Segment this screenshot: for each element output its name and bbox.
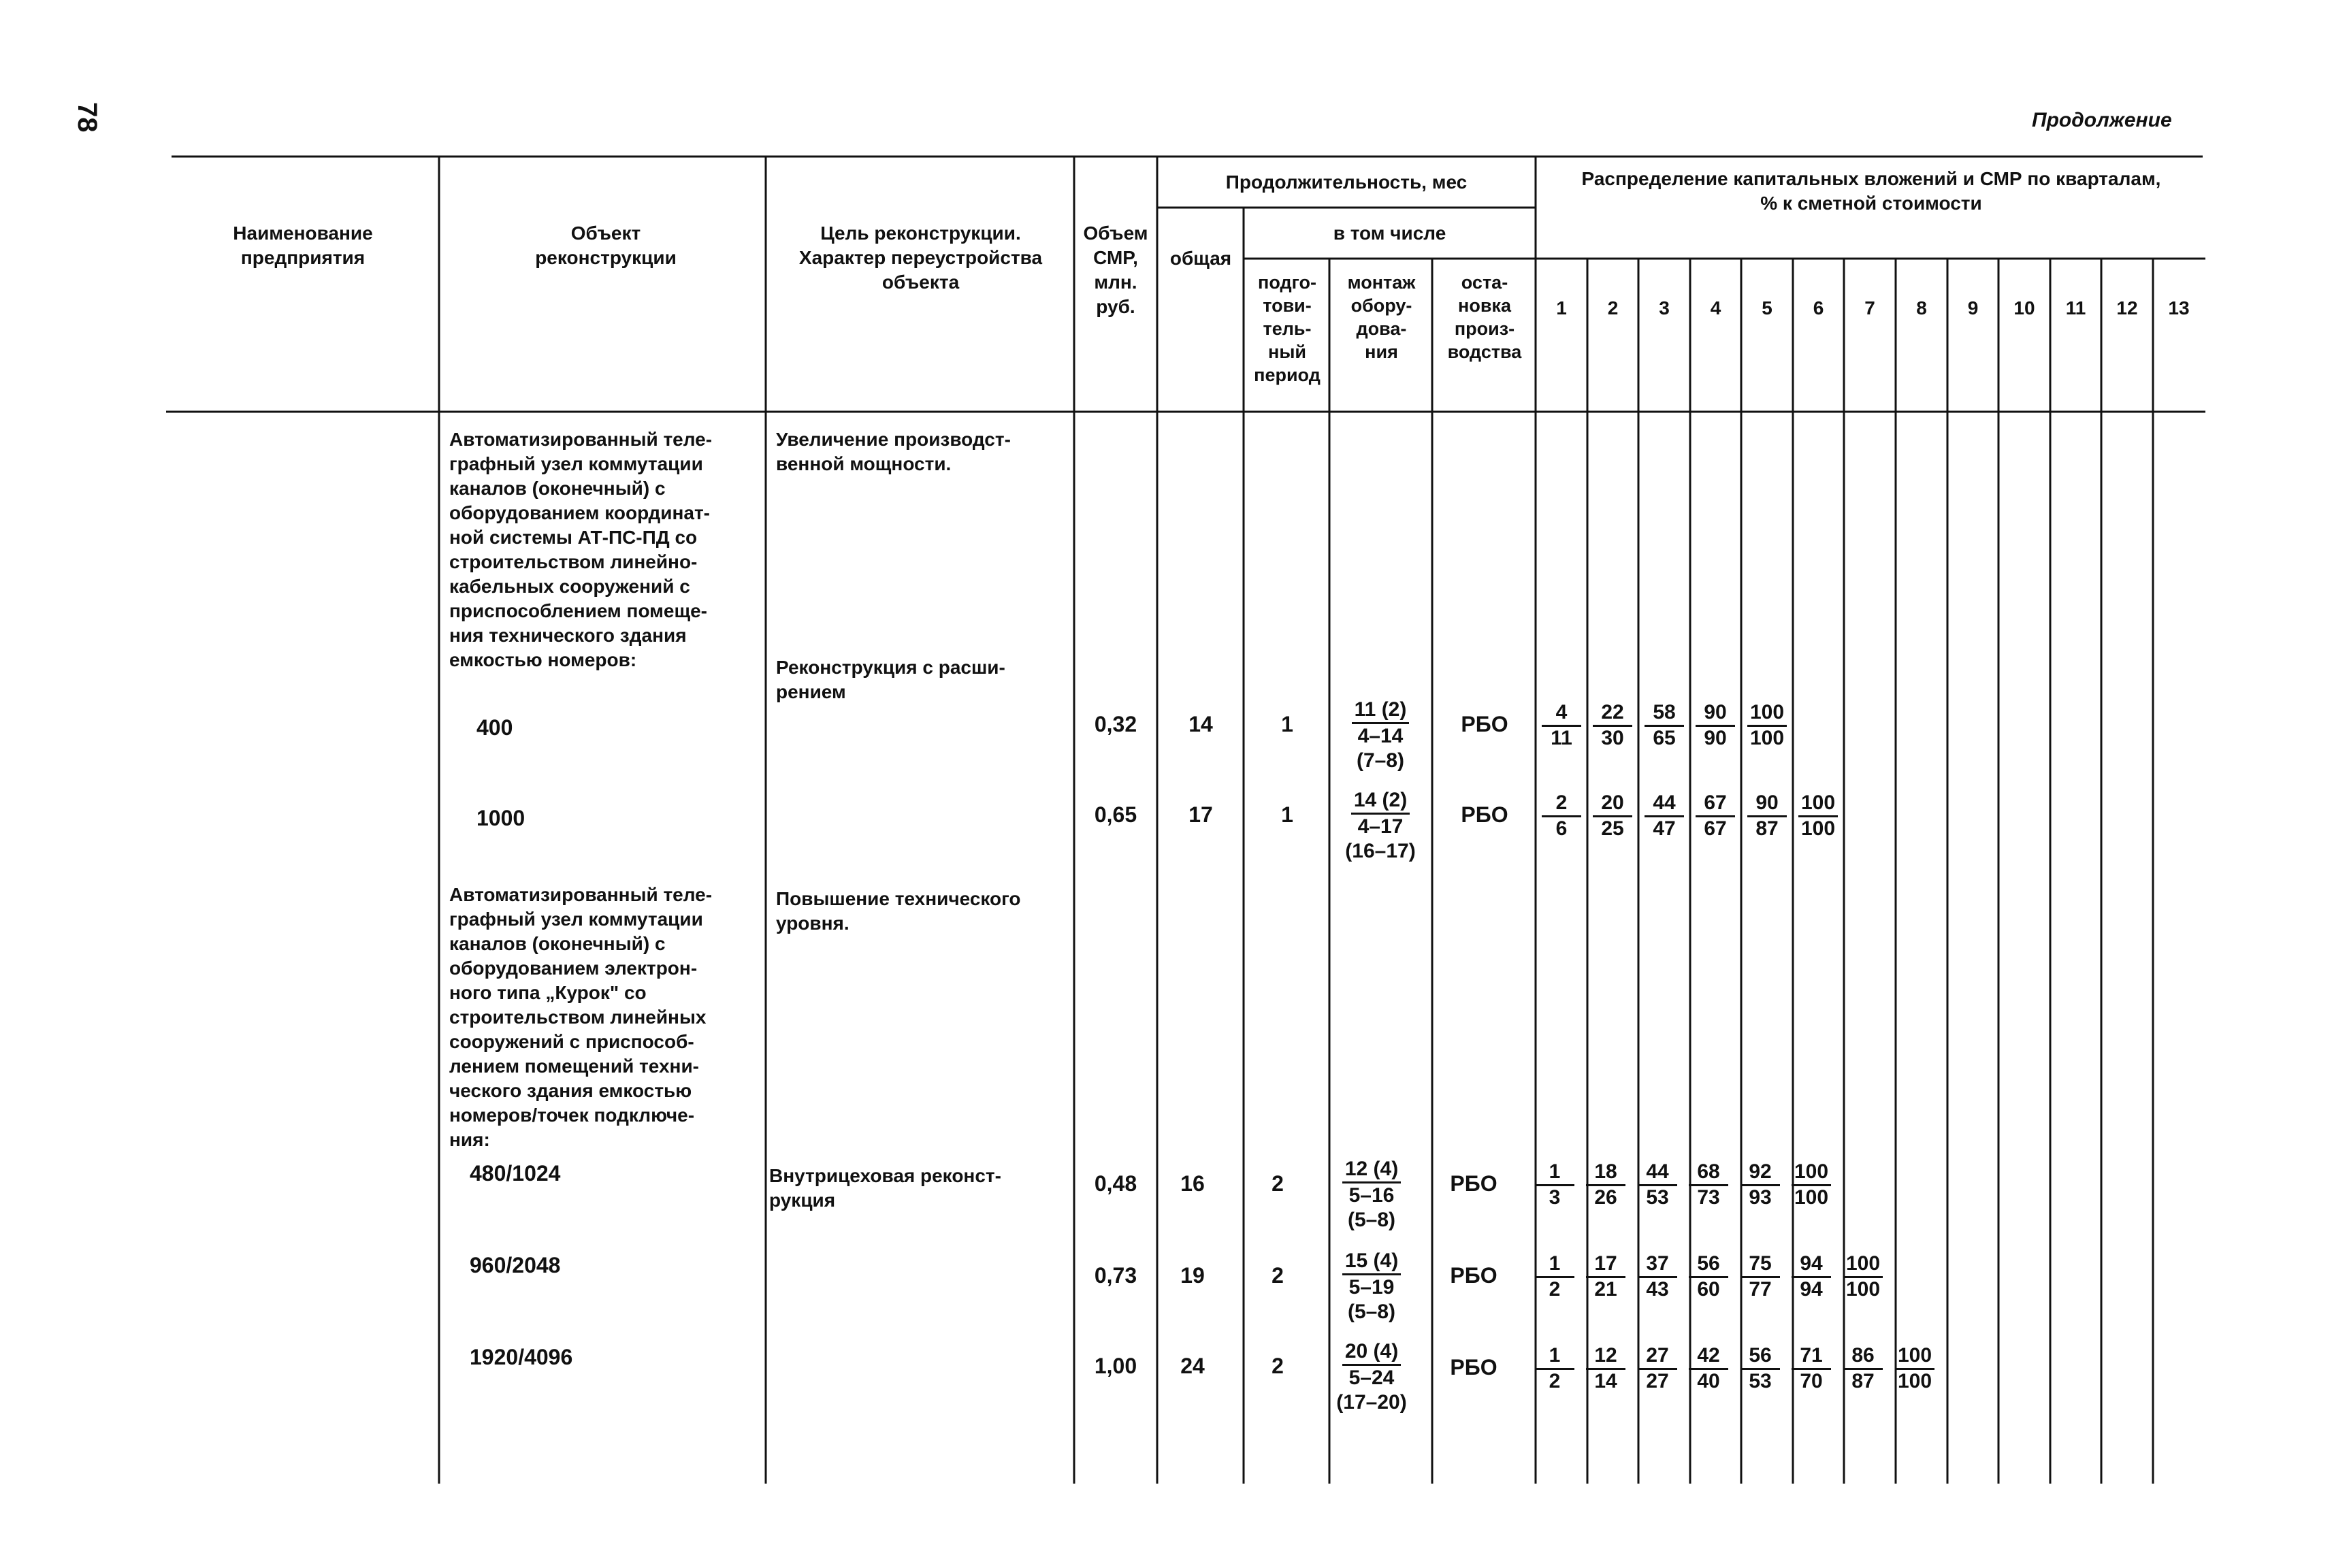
row-1920-q4: 42 40 bbox=[1689, 1344, 1728, 1393]
row-1000-install: 14 (2) 4–17 (16–17) bbox=[1345, 789, 1416, 862]
row-480-prep: 2 bbox=[1272, 1171, 1284, 1196]
row-1920-name: 1920/4096 bbox=[470, 1345, 573, 1369]
header-goal: Цель реконструкции. Характер переустройства объекта bbox=[798, 223, 1043, 293]
row-1000-q2: 20 25 bbox=[1593, 791, 1632, 840]
row-400-q4: 90 90 bbox=[1696, 701, 1735, 750]
page-number: 78 bbox=[72, 102, 102, 133]
quarter-13: 13 bbox=[2168, 297, 2190, 318]
row-480-q4: 68 73 bbox=[1689, 1160, 1728, 1209]
row-1920-prep: 2 bbox=[1272, 1354, 1284, 1378]
row-1000-q1: 2 6 bbox=[1542, 791, 1581, 840]
row-400-q5: 100 100 bbox=[1747, 701, 1787, 750]
header-distribution: Распределение капитальных вложений и СМР по кварталам, % к сметной стоимости bbox=[1581, 168, 2161, 214]
row-480-install: 12 (4) 5–16 (5–8) bbox=[1324, 1157, 1419, 1232]
row-1000-stop: РБО bbox=[1461, 802, 1508, 827]
row-1000-q4: 67 67 bbox=[1696, 791, 1735, 840]
row-960-q4: 56 60 bbox=[1689, 1252, 1728, 1301]
row-1920-stop: РБО bbox=[1450, 1355, 1497, 1379]
row-960-q3: 37 43 bbox=[1638, 1252, 1677, 1301]
header-duration: Продолжительность, мес bbox=[1225, 172, 1468, 193]
row-960-prep: 2 bbox=[1272, 1263, 1284, 1288]
row-1000-name: 1000 bbox=[476, 806, 525, 830]
row-400-q1: 4 11 bbox=[1542, 701, 1581, 750]
row-400-q3: 58 65 bbox=[1645, 701, 1684, 750]
group-2-object: Автоматизированный теле- графный узел коммутации каналов (оконечный) с оборудованием электрон- ного типа „Курок" со строительством линейных сооружений с приспособ- лением помещений техни- ческого здания емкостью номеров/точек подключе- ния: bbox=[449, 884, 713, 1150]
header-object: Объект реконструкции bbox=[535, 223, 677, 268]
row-1920-total: 24 bbox=[1180, 1354, 1205, 1378]
row-480-total: 16 bbox=[1180, 1171, 1205, 1196]
row-1920-install: 20 (4) 5–24 (17–20) bbox=[1336, 1340, 1407, 1414]
row-480-volume: 0,48 bbox=[1094, 1171, 1137, 1196]
row-400-total: 14 bbox=[1188, 712, 1213, 736]
quarter-3: 3 bbox=[1659, 297, 1670, 318]
header-enterprise: Наименование предприятия bbox=[233, 223, 373, 268]
row-960-volume: 0,73 bbox=[1094, 1263, 1137, 1288]
header-prep: подго- тови- тель- ный период bbox=[1254, 272, 1321, 385]
group-2-goal-1: Повышение технического уровня. bbox=[776, 888, 1021, 934]
row-1000-volume: 0,65 bbox=[1094, 802, 1137, 827]
row-480-q1: 1 3 bbox=[1535, 1160, 1574, 1209]
group-2-goal-2: Внутрицеховая реконст- рукция bbox=[769, 1165, 1001, 1211]
group-1-object: Автоматизированный теле- графный узел коммутации каналов (оконечный) с оборудованием координат- ной системы АТ-ПС-ПД со строительством линейно- кабельных сооружений с приспособлением помеще- ния технического здания емкостью номеров: bbox=[449, 429, 713, 670]
row-960-q5: 75 77 bbox=[1740, 1252, 1780, 1301]
row-960-stop: РБО bbox=[1450, 1263, 1497, 1288]
row-480-q5: 92 93 bbox=[1740, 1160, 1780, 1209]
quarter-4: 4 bbox=[1710, 297, 1721, 318]
quarter-5: 5 bbox=[1762, 297, 1772, 318]
row-1920-q5: 56 53 bbox=[1740, 1344, 1780, 1393]
row-1000-total: 17 bbox=[1188, 802, 1213, 827]
row-1000-prep: 1 bbox=[1281, 802, 1293, 827]
header-total: общая bbox=[1169, 248, 1232, 269]
quarter-12: 12 bbox=[2116, 297, 2138, 318]
row-1920-q8: 100 100 bbox=[1895, 1344, 1934, 1393]
row-480-q2: 18 26 bbox=[1586, 1160, 1625, 1209]
header-volume: Объем СМР, млн. руб. bbox=[1083, 223, 1148, 317]
row-960-q7: 100 100 bbox=[1843, 1252, 1883, 1301]
row-960-q2: 17 21 bbox=[1586, 1252, 1625, 1301]
row-1000-q5: 90 87 bbox=[1747, 791, 1787, 840]
quarter-7: 7 bbox=[1864, 297, 1875, 318]
row-960-install: 15 (4) 5–19 (5–8) bbox=[1324, 1249, 1419, 1324]
continuation-label: Продолжение bbox=[2032, 109, 2172, 131]
row-960-name: 960/2048 bbox=[470, 1253, 561, 1277]
row-400-install: 11 (2) 4–14 (7–8) bbox=[1333, 698, 1428, 773]
quarter-10: 10 bbox=[2013, 297, 2035, 318]
row-400-name: 400 bbox=[476, 715, 513, 740]
row-1920-volume: 1,00 bbox=[1094, 1354, 1137, 1378]
row-400-stop: РБО bbox=[1461, 712, 1508, 736]
quarter-11: 11 bbox=[2065, 297, 2086, 318]
row-400-volume: 0,32 bbox=[1094, 712, 1137, 736]
quarter-6: 6 bbox=[1813, 297, 1824, 318]
quarter-8: 8 bbox=[1916, 297, 1927, 318]
header-stop: оста- новка произ- водства bbox=[1447, 272, 1522, 362]
row-1920-q7: 86 87 bbox=[1843, 1344, 1883, 1393]
row-1920-q6: 71 70 bbox=[1792, 1344, 1831, 1393]
header-install: монтаж обору- дова- ния bbox=[1347, 272, 1416, 362]
row-480-q6: 100 100 bbox=[1792, 1160, 1831, 1209]
row-480-stop: РБО bbox=[1450, 1171, 1497, 1196]
row-480-q3: 44 53 bbox=[1638, 1160, 1677, 1209]
row-400-prep: 1 bbox=[1281, 712, 1293, 736]
row-1000-q3: 44 47 bbox=[1645, 791, 1684, 840]
row-960-q6: 94 94 bbox=[1792, 1252, 1831, 1301]
header-including: в том числе bbox=[1333, 223, 1446, 244]
row-960-total: 19 bbox=[1180, 1263, 1205, 1288]
row-480-name: 480/1024 bbox=[470, 1161, 561, 1186]
row-1000-q6: 100 100 bbox=[1798, 791, 1838, 840]
quarter-1: 1 bbox=[1556, 297, 1567, 318]
row-960-q1: 1 2 bbox=[1535, 1252, 1574, 1301]
quarter-9: 9 bbox=[1967, 297, 1979, 318]
quarter-2: 2 bbox=[1607, 297, 1619, 318]
row-1920-q3: 27 27 bbox=[1638, 1344, 1677, 1393]
row-1920-q2: 12 14 bbox=[1586, 1344, 1625, 1393]
row-400-q2: 22 30 bbox=[1593, 701, 1632, 750]
group-1-goal-1: Увеличение производст- венной мощности. bbox=[776, 429, 1011, 474]
row-1920-q1: 1 2 bbox=[1535, 1344, 1574, 1393]
group-1-goal-2: Реконструкция с расши- рением bbox=[776, 657, 1005, 702]
